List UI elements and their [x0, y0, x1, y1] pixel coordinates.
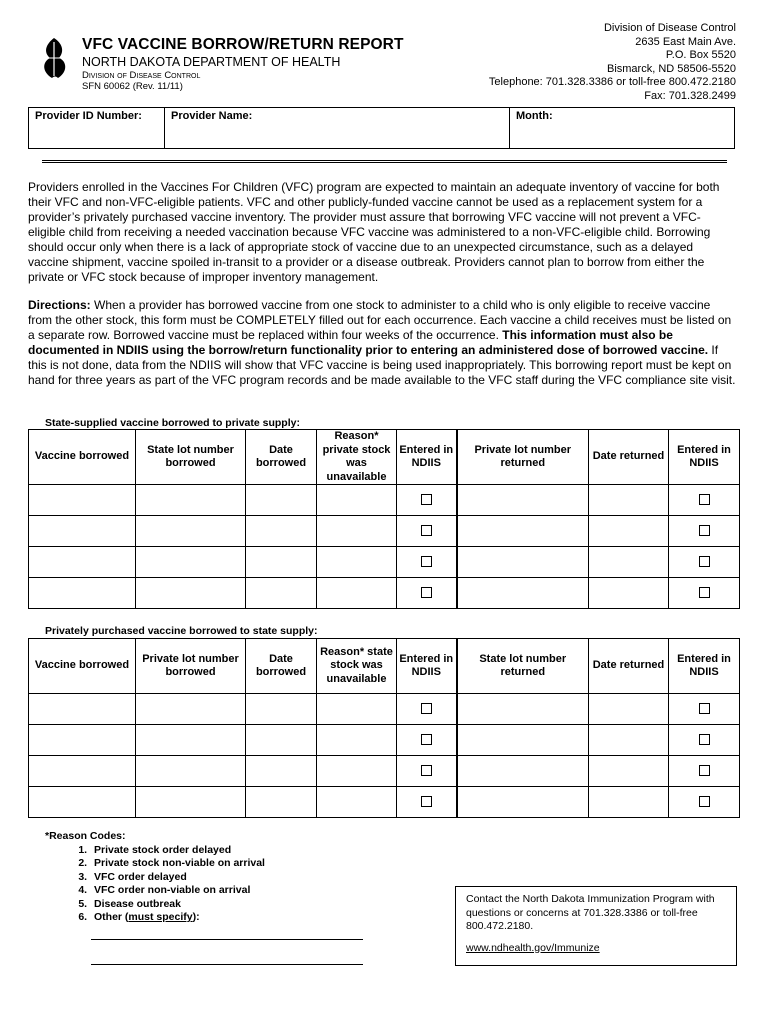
- ndiis-cell: [397, 516, 457, 547]
- entered-checkbox[interactable]: [421, 796, 432, 807]
- column-header: Entered in NDIIS: [397, 430, 457, 485]
- table-row: [29, 725, 740, 756]
- entered-checkbox[interactable]: [421, 525, 432, 536]
- vaccine-cell[interactable]: [29, 756, 136, 787]
- provider-name-field[interactable]: [165, 108, 510, 148]
- reason-codes-list: [45, 844, 265, 925]
- north-dakota-leaf-logo-icon: [40, 36, 68, 80]
- reason-cell[interactable]: [317, 578, 397, 609]
- lot-cell[interactable]: [136, 485, 246, 516]
- must-specify-text: must specify: [128, 911, 193, 923]
- vaccine-cell[interactable]: [29, 725, 136, 756]
- ndiis-cell: [669, 485, 740, 516]
- column-header: Entered in NDIIS: [669, 639, 740, 694]
- lot-returned-cell[interactable]: [457, 787, 589, 818]
- reason-cell[interactable]: [317, 725, 397, 756]
- entered-checkbox[interactable]: [699, 525, 710, 536]
- lot-cell[interactable]: [136, 578, 246, 609]
- date-returned-cell[interactable]: [589, 516, 669, 547]
- provider-info-box: [28, 107, 735, 149]
- ndiis-cell: [669, 547, 740, 578]
- date-cell[interactable]: [246, 787, 317, 818]
- table2-caption: Privately purchased vaccine borrowed to state supply:: [45, 625, 318, 637]
- column-header: Entered in NDIIS: [669, 430, 740, 485]
- reason-cell[interactable]: [317, 694, 397, 725]
- date-cell[interactable]: [246, 756, 317, 787]
- lot-returned-cell[interactable]: [457, 547, 589, 578]
- ndiis-cell: [397, 725, 457, 756]
- date-returned-cell[interactable]: [589, 547, 669, 578]
- lot-returned-cell[interactable]: [457, 756, 589, 787]
- directions-paragraph: [28, 298, 736, 388]
- table-row: [29, 547, 740, 578]
- provider-id-field[interactable]: [29, 108, 165, 148]
- divider: [42, 160, 727, 163]
- month-label: Month:: [516, 110, 553, 122]
- date-returned-cell[interactable]: [589, 756, 669, 787]
- vaccine-cell[interactable]: [29, 787, 136, 818]
- date-cell[interactable]: [246, 578, 317, 609]
- lot-returned-cell[interactable]: [457, 578, 589, 609]
- date-returned-cell[interactable]: [589, 578, 669, 609]
- reason-cell[interactable]: [317, 756, 397, 787]
- column-header: State lot number borrowed: [136, 430, 246, 485]
- ndiis-cell: [669, 756, 740, 787]
- list-item: 3. VFC order delayed: [90, 871, 265, 885]
- directions-label: Directions:: [28, 298, 91, 312]
- directions-text-continued: If this is not done, data from the NDIIS will show that VFC vaccine is being used inappropriately. This borrowing report must be kept on hand for three years as part of the VFC program records and be made available to the VFC staff during the VFC compliance site visit.: [28, 343, 736, 387]
- table-row: [29, 516, 740, 547]
- column-header: Reason* private stock was unavailable: [317, 430, 397, 485]
- mailing-address: [489, 22, 736, 103]
- form-title: VFC VACCINE BORROW/RETURN REPORT: [82, 36, 404, 53]
- ndiis-cell: [669, 578, 740, 609]
- date-returned-cell[interactable]: [589, 725, 669, 756]
- contact-box: [455, 886, 737, 966]
- ndiis-cell: [397, 756, 457, 787]
- vaccine-cell[interactable]: [29, 694, 136, 725]
- lot-cell[interactable]: [136, 725, 246, 756]
- address-line: Division of Disease Control: [603, 22, 736, 34]
- specify-line-1[interactable]: [91, 939, 363, 940]
- ndiis-cell: [397, 787, 457, 818]
- reason-cell[interactable]: [317, 547, 397, 578]
- table-row: [29, 694, 740, 725]
- table-row: [29, 578, 740, 609]
- entered-checkbox[interactable]: [421, 703, 432, 714]
- date-cell[interactable]: [246, 547, 317, 578]
- list-item: 1. Private stock order delayed: [90, 844, 265, 858]
- department-name: NORTH DAKOTA DEPARTMENT OF HEALTH: [82, 55, 341, 69]
- lot-cell[interactable]: [136, 756, 246, 787]
- entered-checkbox[interactable]: [699, 734, 710, 745]
- column-header: Vaccine borrowed: [29, 639, 136, 694]
- list-item: 4. VFC order non-viable on arrival: [90, 884, 265, 898]
- date-cell[interactable]: [246, 725, 317, 756]
- specify-line-2[interactable]: [91, 964, 363, 965]
- provider-id-label: Provider ID Number:: [35, 110, 142, 122]
- month-field[interactable]: [510, 108, 734, 148]
- entered-checkbox[interactable]: [421, 734, 432, 745]
- list-item: 5. Disease outbreak: [90, 898, 265, 912]
- column-header: Date borrowed: [246, 430, 317, 485]
- table-header-row: [29, 430, 740, 485]
- form-number: SFN 60062 (Rev. 11/11): [82, 81, 183, 92]
- date-returned-cell[interactable]: [589, 787, 669, 818]
- address-line: P.O. Box 5520: [665, 49, 736, 61]
- address-line: 2635 East Main Ave.: [635, 35, 736, 48]
- table-row: [29, 485, 740, 516]
- list-item: 2. Private stock non-viable on arrival: [90, 857, 265, 871]
- lot-cell[interactable]: [136, 787, 246, 818]
- directions-bold-text: This information must also be documented in NDIIS using the borrow/return functionality prior to entering an administered dose of borrowed vaccine.: [28, 328, 709, 357]
- column-header: Date returned: [589, 430, 669, 485]
- provider-name-label: Provider Name:: [171, 110, 253, 122]
- lot-returned-cell[interactable]: [457, 516, 589, 547]
- date-returned-cell[interactable]: [589, 694, 669, 725]
- directions-text: When a provider has borrowed vaccine from one stock to administer to a child who is only eligible to receive vaccine from the other stock, this form must be COMPLETELY filled out for each occurrence. Each vaccine a child receives must be listed on a separate row. Borrowed vaccine must be replaced within four weeks of the occurrence.: [28, 298, 732, 342]
- lot-cell[interactable]: [136, 547, 246, 578]
- ndiis-cell: [669, 787, 740, 818]
- ndiis-cell: [669, 694, 740, 725]
- table-row: [29, 787, 740, 818]
- entered-checkbox[interactable]: [699, 587, 710, 598]
- state-borrowed-table: [28, 429, 740, 609]
- entered-checkbox[interactable]: [699, 494, 710, 505]
- contact-text: Contact the North Dakota Immunization Program with questions or concerns at 701.328.3386 or toll-free 800.472.2180.: [466, 893, 715, 932]
- column-header: Reason* state stock was unavailable: [317, 639, 397, 694]
- lot-returned-cell[interactable]: [457, 485, 589, 516]
- ndiis-cell: [397, 578, 457, 609]
- entered-checkbox[interactable]: [421, 765, 432, 776]
- entered-checkbox[interactable]: [699, 796, 710, 807]
- vaccine-cell[interactable]: [29, 516, 136, 547]
- intro-paragraph: Providers enrolled in the Vaccines For Children (VFC) program are expected to maintain an adequate inventory of vaccine for both their VFC and non-VFC-eligible patients. VFC and other publicly-funded vaccine cannot be used as a replacement system for a provider’s privately purchased vaccine inventory. The provider must assure that borrowing VFC vaccine will not prevent a VFC-eligible child from receiving a needed vaccination because VFC vaccine was administered to a non-VFC-eligible child. Borrowing should occur only when there is a lack of appropriate stock of vaccine due to an unexpected circumstance, such as a delayed vaccine shipment, vaccine spoiled in-transit to a provider or a disease outbreak. Providers cannot plan to borrow from either the private or VFC stock because of improper inventory management.: [28, 180, 720, 284]
- column-header: Date borrowed: [246, 639, 317, 694]
- program-website-link[interactable]: www.ndhealth.gov/Immunize: [466, 941, 600, 954]
- entered-checkbox[interactable]: [699, 703, 710, 714]
- reason-cell[interactable]: [317, 485, 397, 516]
- column-header: Private lot number borrowed: [136, 639, 246, 694]
- ndiis-cell: [669, 516, 740, 547]
- vaccine-cell[interactable]: [29, 578, 136, 609]
- private-borrowed-table: [28, 638, 740, 818]
- entered-checkbox[interactable]: [699, 556, 710, 567]
- other-label: Other (: [94, 911, 129, 923]
- entered-checkbox[interactable]: [421, 587, 432, 598]
- ndiis-cell: [397, 485, 457, 516]
- entered-checkbox[interactable]: [421, 494, 432, 505]
- vaccine-cell[interactable]: [29, 485, 136, 516]
- entered-checkbox[interactable]: [699, 765, 710, 776]
- list-item-other: [90, 911, 265, 925]
- reason-cell[interactable]: [317, 516, 397, 547]
- column-header: Vaccine borrowed: [29, 430, 136, 485]
- entered-checkbox[interactable]: [421, 556, 432, 567]
- column-header: State lot number returned: [457, 639, 589, 694]
- lot-returned-cell[interactable]: [457, 725, 589, 756]
- table1-caption: State-supplied vaccine borrowed to private supply:: [45, 417, 300, 429]
- lot-cell[interactable]: [136, 694, 246, 725]
- other-tail: ):: [192, 911, 200, 923]
- reason-codes: [45, 830, 265, 925]
- address-line: Fax: 701.328.2499: [644, 89, 736, 102]
- ndiis-cell: [397, 547, 457, 578]
- lot-returned-cell[interactable]: [457, 694, 589, 725]
- ndiis-cell: [397, 694, 457, 725]
- address-line: Telephone: 701.328.3386 or toll-free 800.472.2180: [488, 76, 736, 88]
- lot-cell[interactable]: [136, 516, 246, 547]
- division-name: Division of Disease Control: [82, 70, 201, 81]
- reason-codes-title: *Reason Codes:: [45, 830, 126, 842]
- date-returned-cell[interactable]: [589, 485, 669, 516]
- table-row: [29, 756, 740, 787]
- date-cell[interactable]: [246, 516, 317, 547]
- vaccine-cell[interactable]: [29, 547, 136, 578]
- reason-cell[interactable]: [317, 787, 397, 818]
- table-header-row: [29, 639, 740, 694]
- column-header: Private lot number returned: [457, 430, 589, 485]
- ndiis-cell: [669, 725, 740, 756]
- column-header: Date returned: [589, 639, 669, 694]
- address-line: Bismarck, ND 58506-5520: [606, 62, 736, 75]
- date-cell[interactable]: [246, 694, 317, 725]
- date-cell[interactable]: [246, 485, 317, 516]
- column-header: Entered in NDIIS: [397, 639, 457, 694]
